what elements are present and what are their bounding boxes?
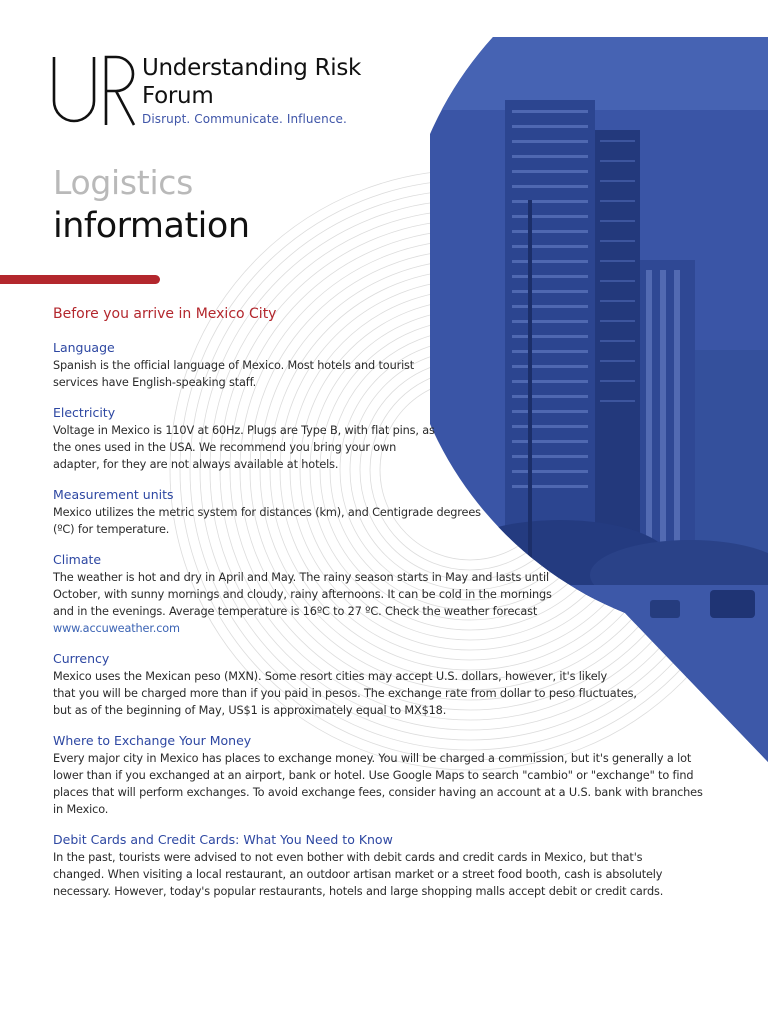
body-line: that you will be charged more than if you paid in pesos. The exchange rate from dollar to peso fluctuates, <box>53 687 637 700</box>
item-title: Where to Exchange Your Money <box>53 733 252 748</box>
body-line: services have English-speaking staff. <box>53 376 257 389</box>
item-title: Language <box>53 340 115 355</box>
ur-logo-mark <box>52 55 138 130</box>
body-line: (ºC) for temperature. <box>53 523 170 536</box>
brand-name-line1: Understanding Risk <box>142 55 362 81</box>
item-body <box>53 750 718 818</box>
brand-tagline: Disrupt. Communicate. Influence. <box>142 112 347 126</box>
body-line: The weather is hot and dry in April and May. The rainy season starts in May and lasts until <box>53 571 549 584</box>
item-title: Electricity <box>53 405 116 420</box>
body-line: lower than if you exchanged at an airport, bank or hotel. Use Google Maps to search "cambio" or "exchange" to find <box>53 769 694 782</box>
weather-forecast-link[interactable]: www.accuweather.com <box>53 622 180 635</box>
item-body <box>53 422 718 473</box>
body-line: In the past, tourists were advised to not even bother with debit cards and credit cards in Mexico, but that's <box>53 851 643 864</box>
body-line: and in the evenings. Average temperature is 16ºC to 27 ºC. Check the weather forecast <box>53 605 538 618</box>
body-line: changed. When visiting a local restaurant, an outdoor artisan market or a street food booth, cash is absolutely <box>53 868 663 881</box>
info-item-debit-credit-cards <box>53 831 718 900</box>
body-line: in Mexico. <box>53 803 109 816</box>
body-line: Spanish is the official language of Mexico. Most hotels and tourist <box>53 359 415 372</box>
body-line: necessary. However, today's popular restaurants, hotels and large shopping malls accept debit or credit cards. <box>53 885 664 898</box>
item-body <box>53 849 718 900</box>
item-title: Currency <box>53 651 110 666</box>
body-line: adapter, for they are not always available at hotels. <box>53 458 339 471</box>
page-title-bold: information <box>53 206 250 246</box>
body-line: Every major city in Mexico has places to exchange money. You will be charged a commission, but it's generally a lot <box>53 752 692 765</box>
info-item-measurement-units <box>53 486 718 538</box>
item-body <box>53 357 718 391</box>
brand-logo <box>52 55 372 130</box>
info-item-exchange-money <box>53 732 718 818</box>
item-body <box>53 504 718 538</box>
body-line: places that will perform exchanges. To avoid exchange fees, consider having an account at a U.S. bank with branches <box>53 786 703 799</box>
info-item-language <box>53 339 718 391</box>
body-line: Voltage in Mexico is 110V at 60Hz. Plugs are Type B, with flat pins, as <box>53 424 435 437</box>
page-title-light: Logistics <box>53 163 194 202</box>
body-line: but as of the beginning of May, US$1 is approximately equal to MX$18. <box>53 704 447 717</box>
section-heading: Before you arrive in Mexico City <box>53 306 277 322</box>
body-line: the ones used in the USA. We recommend you bring your own <box>53 441 397 454</box>
info-item-climate <box>53 551 718 637</box>
body-line: Mexico utilizes the metric system for distances (km), and Centigrade degrees <box>53 506 481 519</box>
item-title: Measurement units <box>53 487 174 502</box>
body-line: October, with sunny mornings and cloudy, rainy afternoons. It can be cold in the mornings <box>53 588 552 601</box>
info-item-electricity <box>53 404 718 473</box>
info-item-currency <box>53 650 718 719</box>
item-title: Debit Cards and Credit Cards: What You Need to Know <box>53 832 393 847</box>
item-body <box>53 569 718 637</box>
item-title: Climate <box>53 552 102 567</box>
logistics-content <box>53 306 718 913</box>
brand-name-line2: Forum <box>142 83 214 109</box>
item-body <box>53 668 718 719</box>
accent-rule <box>0 275 160 284</box>
body-line: Mexico uses the Mexican peso (MXN). Some resort cities may accept U.S. dollars, however, it's likely <box>53 670 608 683</box>
